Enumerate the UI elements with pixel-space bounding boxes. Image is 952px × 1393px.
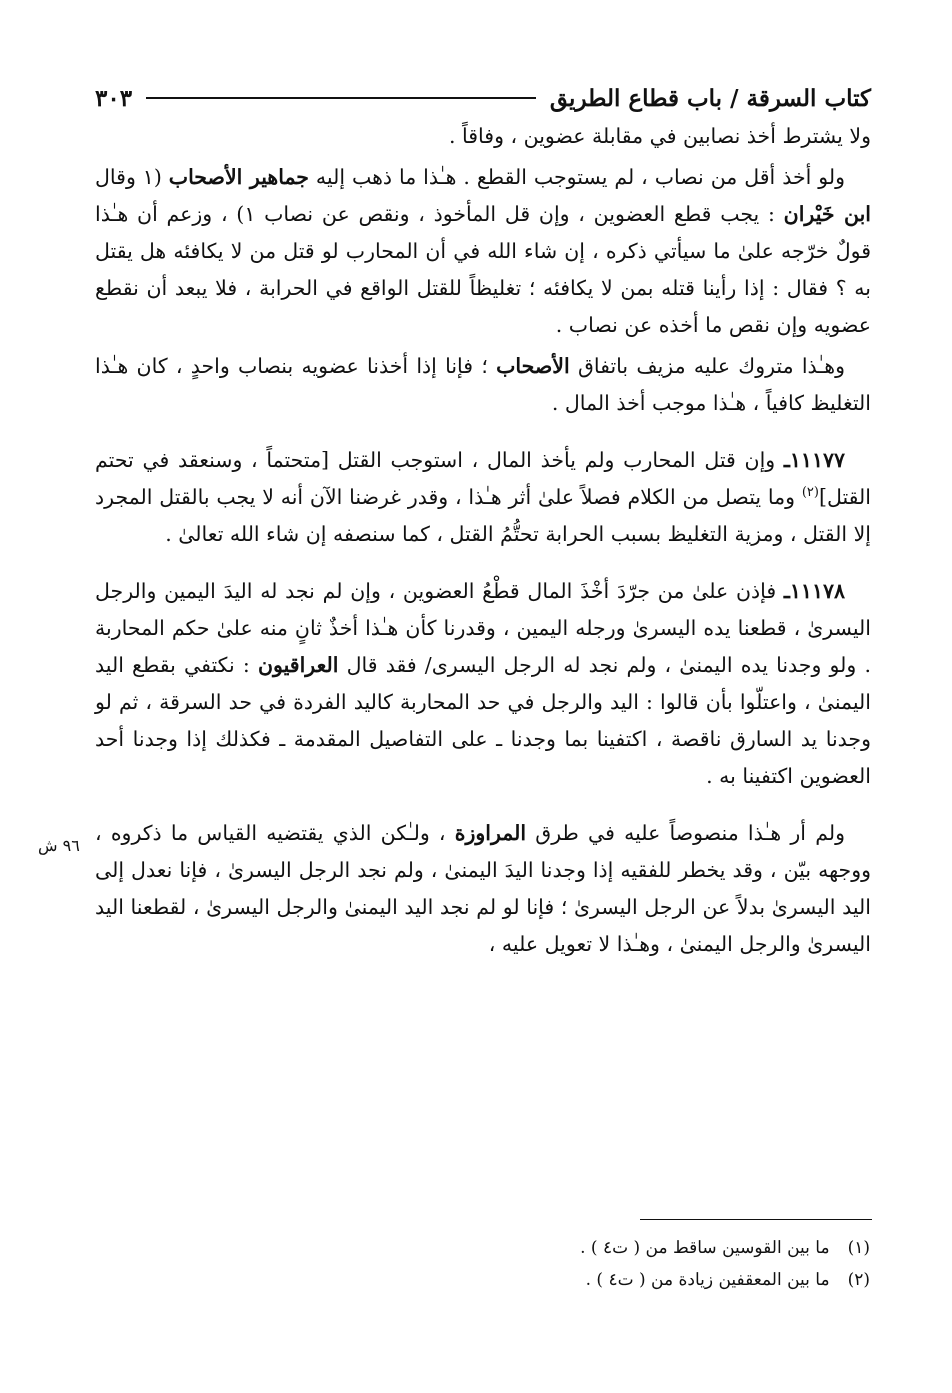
- bold-term: جماهير الأصحاب: [168, 165, 309, 189]
- margin-note: ٩٦ ش: [38, 836, 80, 855]
- text-segment: ؛ فإنا إذا أخذنا عضويه بنصاب واحدٍ ، كان هـٰذا التغليظ كافياً ، هـٰذا موجب أخذ المال .: [95, 354, 871, 415]
- paragraph-1: [95, 118, 871, 155]
- text-segment: وما يتصل من الكلام فصلاً علىٰ أثر هـٰذا ، وقدر غرضنا الآن أنه لا يجب بالقتل المجرد إلا القتل ، ومزية التغليظ بسبب الحرابة تحتُّمُ القتل ، كما سنصفه إن شاء الله تعالىٰ .: [95, 485, 871, 546]
- footnote-text: ما بين المعقفين زيادة من ( ت٤ ) .: [585, 1270, 830, 1290]
- text-segment: ولو أخذ أقل من نصاب ، لم يستوجب القطع . هـٰذا ما ذهب إليه: [308, 165, 846, 189]
- text-segment: (١ وقال: [95, 165, 169, 189]
- bold-term: ابن خَيْران: [783, 202, 871, 226]
- text-segment: وهـٰذا متروك عليه مزيف باتفاق: [569, 354, 846, 378]
- running-header: [95, 78, 871, 118]
- header-rule: [146, 97, 536, 99]
- text-segment: فإذن علىٰ من جرّدَ أخْذَ المال قطْعُ العضوين ، وإن لم نجد له اليدَ اليمين والرجل اليسرىٰ ، قطعنا يده اليسرىٰ ورجله اليمين ، وقدرنا كأن هـٰذا أخذٌ ثانٍ منه علىٰ حكم المحاربة . ولو وجدنا يده اليمنىٰ ، ولم نجد له الرجل اليسرى/ فقد قال: [95, 579, 871, 677]
- text-segment: : نكتفي بقطع اليد اليمنىٰ ، واعتلّوا بأن قالوا : اليد والرجل في حد المحاربة كاليد الفردة في حد السرقة ، ثم لو وجدنا يد السارق ناقصة ، اكتفينا بما وجدنا ـ على التفاصيل المقدمة ـ فكذلك إذا وجدنا أحد العضوين اكتفينا به .: [95, 653, 871, 788]
- paragraph-2: [95, 159, 871, 344]
- footnote-text: ما بين القوسين ساقط من ( ت٤ ) .: [580, 1238, 830, 1258]
- text-segment: وإن قتل المحارب ولم يأخذ المال ، استوجب القتل [متحتماً ، وسنعقد في تحتم القتل]: [95, 448, 871, 509]
- page-number: ٣٠٣: [95, 84, 133, 112]
- footnote-marker: (١): [847, 1238, 870, 1258]
- footnote-2: [170, 1264, 870, 1296]
- bold-term: المراوزة: [454, 821, 527, 845]
- footnote-1: [170, 1232, 870, 1264]
- footnote-rule: [640, 1219, 872, 1220]
- paragraph-4: [95, 442, 871, 553]
- paragraph-5: [95, 573, 871, 795]
- footnotes: [170, 1232, 870, 1296]
- paragraph-3: [95, 348, 871, 422]
- text-segment: ولم أر هـٰذا منصوصاً عليه في طرق: [526, 821, 845, 845]
- page-body: [95, 78, 871, 977]
- header-title: كتاب السرقة / باب قطاع الطريق: [549, 84, 871, 112]
- section-number: ١١١٧٧ـ: [783, 448, 845, 472]
- paragraph-6: [95, 815, 871, 963]
- bold-term: العراقيون: [257, 653, 339, 677]
- footnote-marker: (٢): [847, 1270, 870, 1290]
- text-segment: : يجب قطع العضوين ، وإن قل المأخوذ ، ونقص عن نصاب ١) ، وزعم أن هـٰذا قولٌ خرّجه علىٰ ما سيأتي ذكره ، إن شاء الله في أن المحارب لو قتل من لا يكافئه هل يقتل به ؟ فقال : إذا رأينا قتله بمن لا يكافئه ؛ تغليظاً للقتل الواقع في الحرابة ، فلا يبعد أن نقطع عضويه وإن نقص ما أخذه عن نصاب .: [95, 202, 871, 337]
- text-segment: ولا يشترط أخذ نصابين في مقابلة عضوين ، وفاقاً .: [448, 124, 871, 148]
- section-number: ١١١٧٨ـ: [783, 579, 845, 603]
- footnote-ref: (٢): [801, 485, 819, 501]
- text-segment: ، ولـٰكن الذي يقتضيه القياس ما ذكروه ، ووجهه بيّن ، وقد يخطر للفقيه إذا وجدنا اليدَ اليمنىٰ ، ولم نجد الرجل اليسرىٰ ، فإنا نعدل إلى اليد اليسرىٰ بدلاً عن الرجل اليسرىٰ ؛ فإنا لو لم نجد اليد اليمنىٰ والرجل اليسرىٰ ، لقطعنا اليد اليسرىٰ والرجل اليمنىٰ ، وهـٰذا لا تعويل عليه ،: [95, 821, 871, 956]
- bold-term: الأصحاب: [496, 354, 570, 378]
